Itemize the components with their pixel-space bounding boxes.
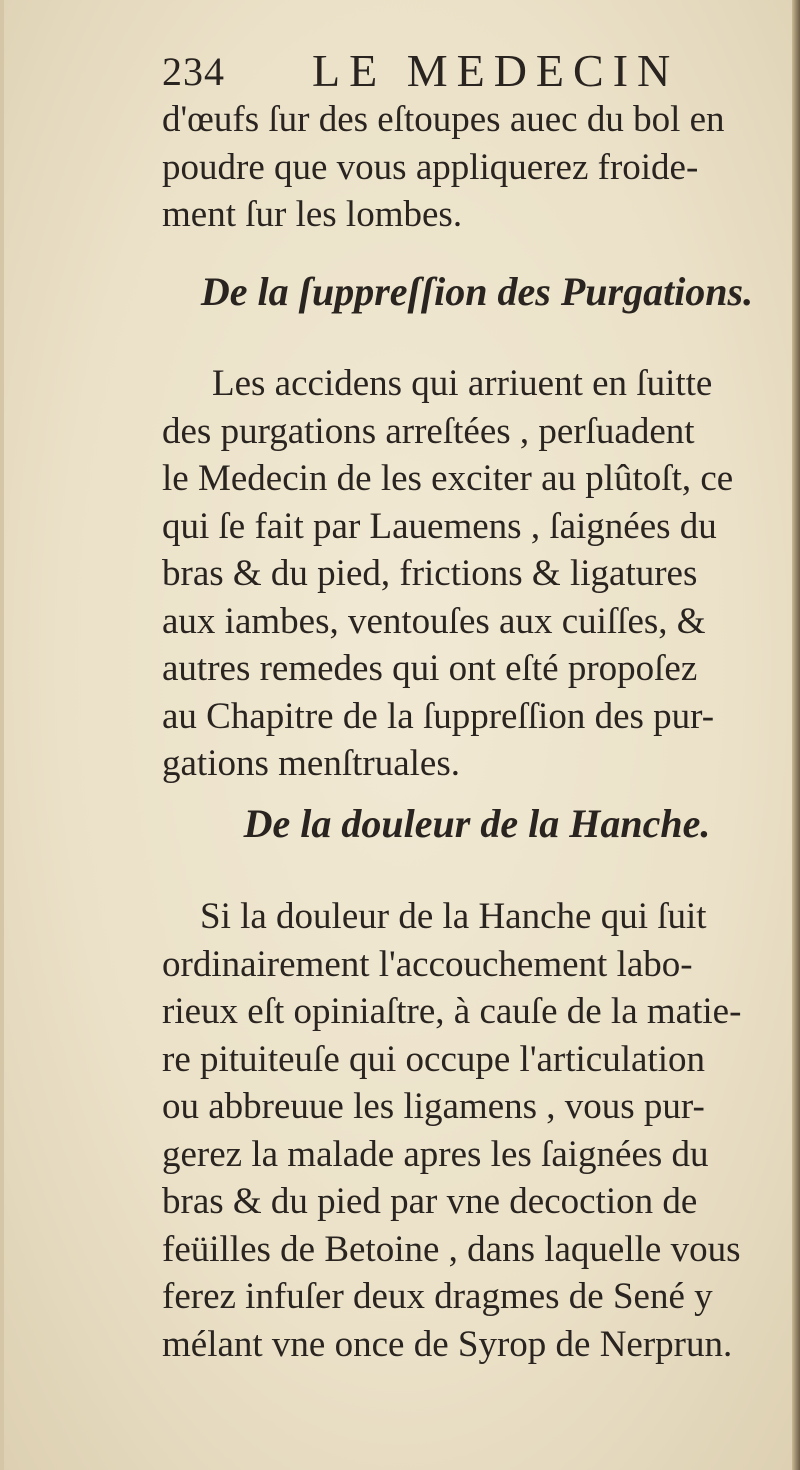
section-heading-hanche: De la douleur de la Hanche. [243,801,711,846]
text-line: le Medecin de les exciter au plûtoſt, ce [162,458,734,499]
text-line: poudre que vous appliquerez froide- [162,146,699,188]
text-line: feüilles de Betoine , dans laquelle vous [162,1228,741,1270]
text-line: d'œufs ſur des eſtoupes auec du bol en [162,99,725,140]
page-right-edge [792,0,800,1470]
text-line: ordinairement l'accouchement labo- [162,943,693,985]
running-title: LE MEDECIN [312,45,680,96]
section-heading-suppression: De la ſuppreſſion des Purgations. [200,269,754,314]
paragraph-hanche [162,893,792,1368]
text-line: ou abbreuue les ligamens , vous pur- [162,1086,705,1127]
text-line: Les accidens qui arriuent en ſuitte [212,363,713,404]
page-header [162,44,782,100]
text-line: bras & du pied, frictions & ligatures [162,553,698,594]
text-line: au Chapitre de la ſuppreſſion des pur- [162,695,715,737]
text-line: re pituiteuſe qui occupe l'articulation [162,1038,705,1080]
paragraph-top [162,96,792,239]
paragraph-suppression [162,360,792,788]
text-line: rieux eſt opiniaſtre, à cauſe de la matie- [162,991,742,1032]
page-number: 234 [162,49,225,94]
text-line: Si la douleur de la Hanche qui ſuit [200,896,707,937]
text-line: qui ſe fait par Lauemens , ſaignées du [162,505,717,547]
text-line: ment ſur les lombes. [162,194,463,235]
text-line: bras & du pied par vne decoction de [162,1181,698,1222]
text-line: gerez la malade apres les ſaignées du [162,1133,709,1175]
text-line: autres remedes qui ont eſté propoſez [162,648,698,689]
text-line: des purgations arreſtées , perſuadent [162,410,695,452]
page-left-edge [0,0,4,1470]
text-line: ferez infuſer deux dragmes de Sené y [162,1276,713,1317]
text-line: aux iambes, ventouſes aux cuiſſes, & [162,600,706,642]
text-line: mélant vne once de Syrop de Nerprun. [162,1323,733,1365]
text-line: gations menſtruales. [162,743,460,784]
